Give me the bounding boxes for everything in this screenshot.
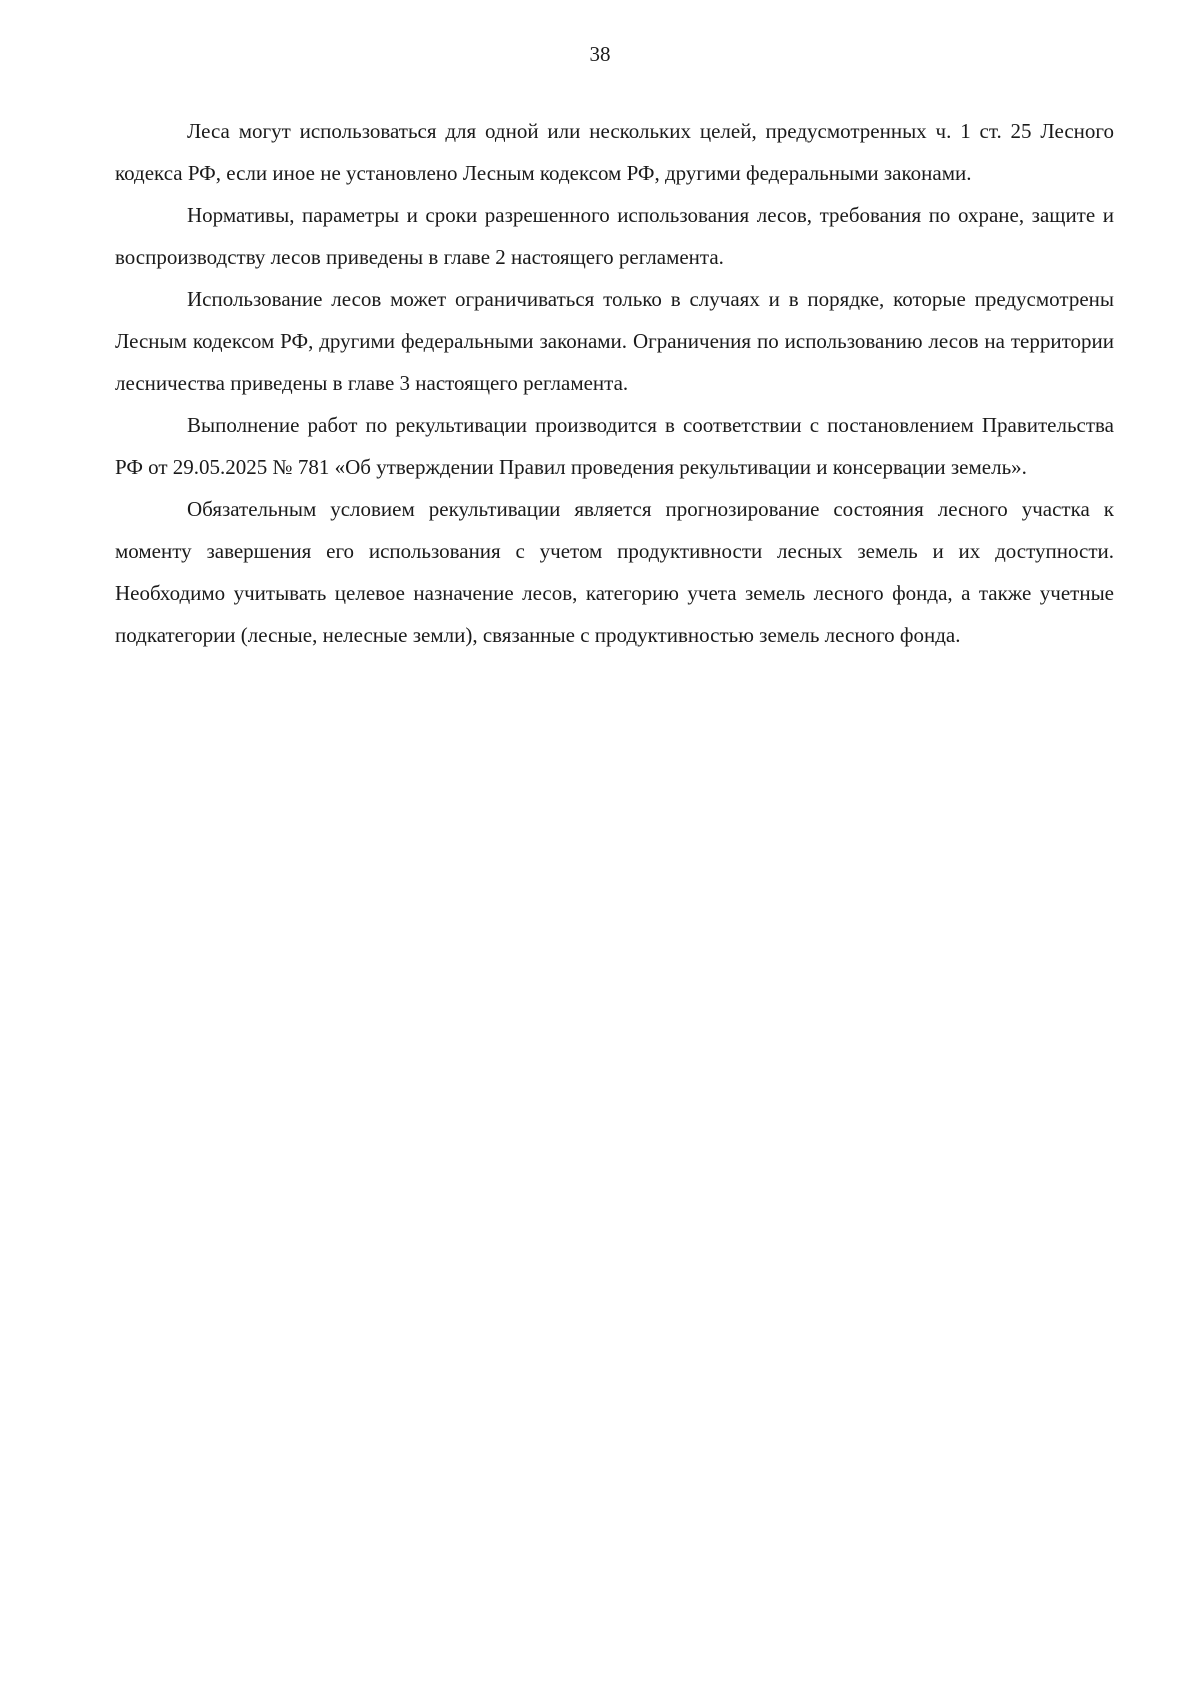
paragraph-use-restrictions: Использование лесов может ограничиваться только в случаях и в порядке, которые предусмотрены Лесным кодексом РФ, другими федеральными законами. Ограничения по использованию лесов на территории лесничества приведены в главе 3 настоящего регламента. [115,287,1114,395]
paragraph-forest-use-purposes: Леса могут использоваться для одной или нескольких целей, предусмотренных ч. 1 ст. 25 Лесного кодекса РФ, если иное не установлено Лесным кодексом РФ, другими федеральными законами. [115,119,1114,185]
document-body [115,110,1114,656]
paragraph-recultivation-works: Выполнение работ по рекультивации производится в соответствии с постановлением Правительства РФ от 29.05.2025 № 781 «Об утверждении Правил проведения рекультивации и консервации земель». [115,413,1114,479]
paragraph-recultivation-conditions: Обязательным условием рекультивации является прогнозирование состояния лесного участка к моменту завершения его использования с учетом продуктивности лесных земель и их доступности. Необходимо учитывать целевое назначение лесов, категорию учета земель лесного фонда, а также учетные подкатегории (лесные, нелесные земли), связанные с продуктивностью земель лесного фонда. [115,497,1114,647]
page-number: 38 [589,42,611,66]
paragraph-norms-parameters: Нормативы, параметры и сроки разрешенного использования лесов, требования по охране, защите и воспроизводству лесов приведены в главе 2 настоящего регламента. [115,203,1114,269]
